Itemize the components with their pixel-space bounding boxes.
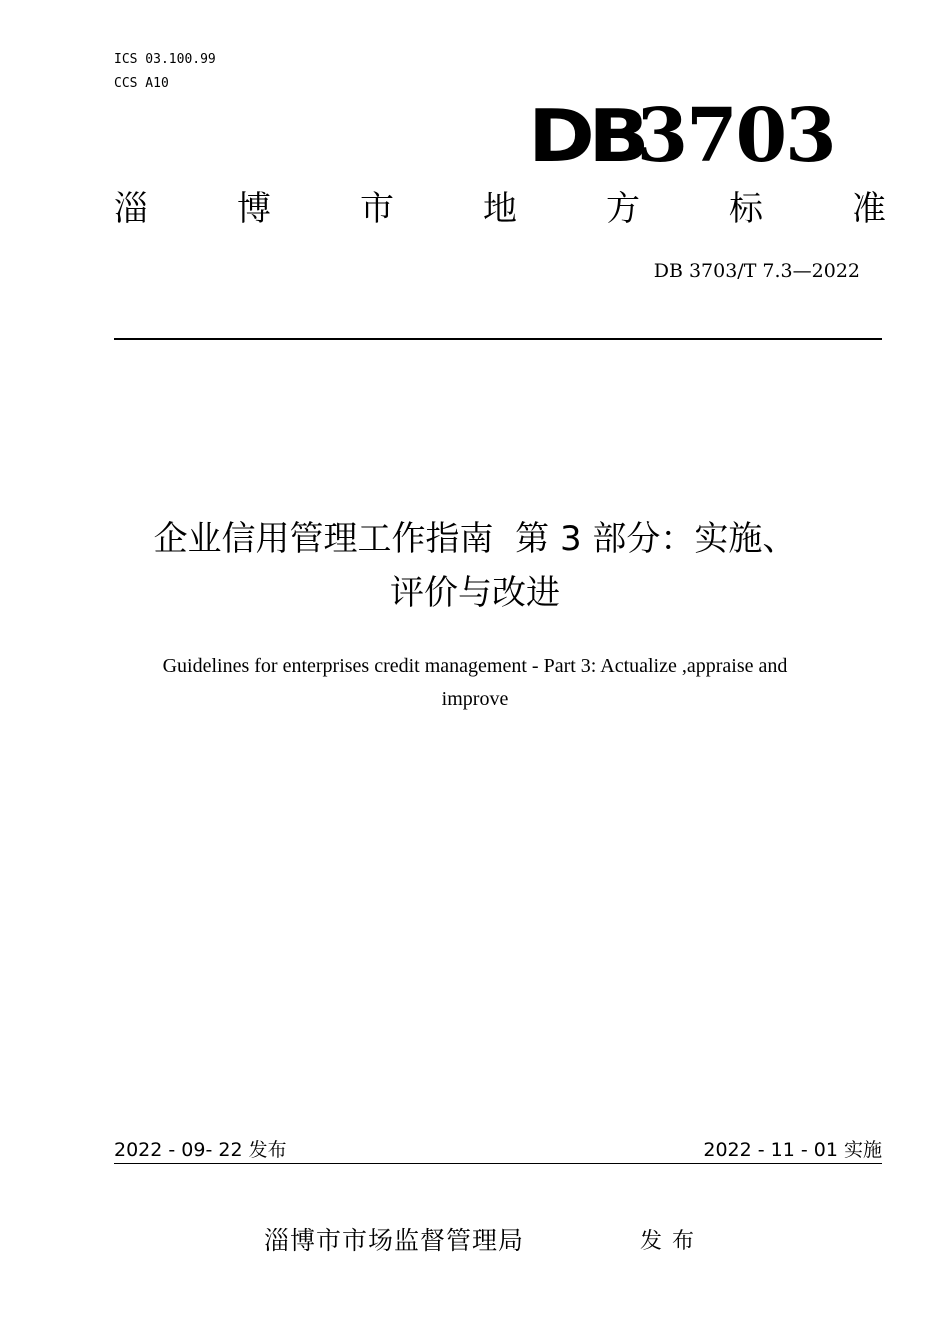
standard-number: DB 3703/T 7.3—2022	[653, 260, 860, 282]
issue-date: 2022 - 09- 22 发布	[114, 1139, 287, 1161]
implementation-date: 2022 - 11 - 01 实施	[703, 1139, 882, 1161]
standard-kind-char: 标	[729, 189, 763, 229]
db-logo	[528, 93, 840, 179]
title-english	[80, 650, 870, 716]
standard-kind-char: 准	[852, 189, 886, 229]
ics-code: ICS 03.100.99	[114, 52, 216, 67]
header-divider	[114, 338, 882, 340]
db-logo-letters: DB	[528, 94, 643, 178]
title-chinese-line-2: 评价与改进	[390, 573, 560, 613]
title-chinese	[60, 512, 890, 620]
title-chinese-line-1: 企业信用管理工作指南 第 3 部分：实施、	[153, 519, 797, 559]
standard-kind	[114, 186, 886, 232]
title-english-line-1: Guidelines for enterprises credit management - Part 3: Actualize ,appraise and	[162, 655, 788, 677]
standard-kind-char: 方	[606, 189, 640, 229]
standard-kind-char: 博	[237, 189, 271, 229]
title-english-line-2: improve	[441, 688, 509, 710]
standard-kind-char: 淄	[114, 189, 148, 229]
db-logo-digits: 3703	[636, 93, 835, 179]
classification-codes	[114, 48, 216, 96]
issue-label: 发布	[640, 1229, 705, 1254]
standard-kind-char: 地	[483, 189, 517, 229]
footer-divider	[114, 1163, 882, 1164]
ccs-code: CCS A10	[114, 76, 169, 91]
issuing-authority: 淄博市市场监督管理局	[264, 1226, 525, 1255]
standard-kind-char: 市	[360, 189, 394, 229]
